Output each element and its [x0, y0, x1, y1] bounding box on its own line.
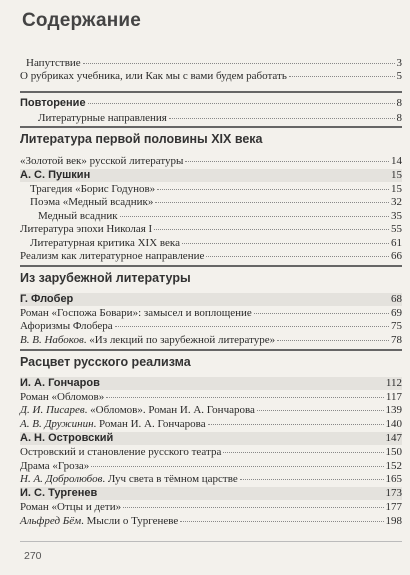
- toc-entry[interactable]: [20, 70, 402, 83]
- toc-entry[interactable]: [20, 57, 402, 70]
- toc-entry-page: 140: [385, 418, 402, 430]
- toc-entry-title: А. Н. Островский: [20, 432, 114, 444]
- dot-leader: [277, 340, 389, 341]
- toc-entry-title: В. В. Набоков. «Из лекций по зарубежной литературе»: [20, 334, 276, 346]
- toc-entry-page: 8: [396, 112, 402, 124]
- toc-entry-title: Поэма «Медный всадник»: [30, 196, 154, 208]
- toc-entry-page: 35: [391, 210, 402, 222]
- footer-divider: [20, 541, 402, 542]
- toc-entry-title: Н. А. Добролюбов. Луч света в тёмном царстве: [20, 473, 238, 485]
- toc-entry[interactable]: [20, 307, 402, 320]
- toc-entry[interactable]: [20, 432, 402, 445]
- dot-leader: [92, 175, 389, 176]
- toc-entry-page: 66: [391, 250, 402, 262]
- toc-entry-title: Реализм как литературное направление: [20, 250, 205, 262]
- toc-entry[interactable]: [20, 112, 402, 125]
- toc-entry-page: 32: [391, 196, 402, 208]
- toc-entry-title: Литература эпохи Николая I: [20, 223, 153, 235]
- toc-entry-title: И. С. Тургенев: [20, 487, 98, 499]
- section-divider: [20, 265, 402, 267]
- toc-entry[interactable]: [20, 250, 402, 263]
- dot-leader: [257, 410, 384, 411]
- dot-leader: [180, 521, 383, 522]
- section-divider: [20, 349, 402, 351]
- page-title: Содержание: [22, 10, 142, 31]
- dot-leader: [154, 229, 389, 230]
- section-heading: Из зарубежной литературы: [20, 271, 191, 285]
- toc-entry-page: 152: [385, 460, 402, 472]
- toc-entry-page: 177: [385, 501, 402, 513]
- dot-leader: [115, 326, 389, 327]
- dot-leader: [120, 216, 389, 217]
- toc-entry-page: 198: [385, 515, 402, 527]
- toc-entry-title: И. А. Гончаров: [20, 377, 100, 389]
- dot-leader: [289, 76, 395, 77]
- toc-entry-page: 55: [391, 223, 402, 235]
- toc-entry-page: 8: [396, 97, 402, 109]
- toc-entry-title: Медный всадник: [38, 210, 118, 222]
- toc-entry-page: 78: [391, 334, 402, 346]
- toc-entry-page: 173: [385, 487, 402, 499]
- toc-entry[interactable]: [20, 404, 402, 417]
- toc-entry[interactable]: [20, 293, 402, 306]
- dot-leader: [240, 479, 384, 480]
- toc-entry-page: 61: [391, 237, 402, 249]
- dot-leader: [75, 299, 389, 300]
- section-divider: [20, 91, 402, 93]
- toc-entry-title: А. С. Пушкин: [20, 169, 91, 181]
- toc-entry-page: 68: [391, 293, 402, 305]
- toc-entry-title: Альфред Бём. Мысли о Тургеневе: [20, 515, 179, 527]
- toc-entry-title: Г. Флобер: [20, 293, 74, 305]
- dot-leader: [155, 202, 389, 203]
- toc-entry[interactable]: [20, 237, 402, 250]
- toc-entry[interactable]: [20, 169, 402, 182]
- toc-entry[interactable]: [20, 446, 402, 459]
- toc-entry[interactable]: [20, 377, 402, 390]
- toc-entry[interactable]: [20, 460, 402, 473]
- toc-entry[interactable]: [20, 183, 402, 196]
- toc-entry[interactable]: [20, 473, 402, 486]
- toc-entry-page: 69: [391, 307, 402, 319]
- section-heading: Литература первой половины XIX века: [20, 132, 263, 146]
- toc-entry-page: 15: [391, 183, 402, 195]
- toc-entry-title: Островский и становление русского театра: [20, 446, 222, 458]
- dot-leader: [169, 118, 395, 119]
- toc-entry-page: 15: [391, 169, 402, 181]
- toc-entry[interactable]: [20, 320, 402, 333]
- toc-entry[interactable]: [20, 334, 402, 347]
- toc-entry-page: 5: [396, 70, 402, 82]
- toc-entry-title: Повторение: [20, 97, 86, 109]
- toc-entry-page: 147: [385, 432, 402, 444]
- toc-entry-title: Д. И. Писарев. «Обломов». Роман И. А. Гончарова: [20, 404, 255, 416]
- toc-entry[interactable]: [20, 155, 402, 168]
- toc-entry-title: Роман «Отцы и дети»: [20, 501, 122, 513]
- toc-entry[interactable]: [20, 487, 402, 500]
- page-number: 270: [24, 550, 42, 562]
- toc-entry-page: 117: [385, 391, 402, 403]
- toc-entry-page: 139: [385, 404, 402, 416]
- toc-entry-title: Напутствие: [26, 57, 81, 69]
- toc-entry-page: 150: [385, 446, 402, 458]
- dot-leader: [182, 243, 389, 244]
- dot-leader: [206, 256, 389, 257]
- toc-entry[interactable]: [20, 223, 402, 236]
- dot-leader: [102, 383, 384, 384]
- toc-entry-title: О рубриках учебника, или Как мы с вами будем работать: [20, 70, 287, 82]
- dot-leader: [208, 424, 384, 425]
- toc-entry-page: 75: [391, 320, 402, 332]
- toc-entry-title: Роман «Обломов»: [20, 391, 105, 403]
- toc-entry[interactable]: [20, 97, 402, 110]
- toc-entry-title: «Золотой век» русской литературы: [20, 155, 184, 167]
- section-heading: Расцвет русского реализма: [20, 355, 191, 369]
- toc-entry-title: Литературная критика XIX века: [30, 237, 180, 249]
- toc-entry-page: 3: [396, 57, 402, 69]
- dot-leader: [91, 466, 383, 467]
- toc-entry-page: 14: [391, 155, 402, 167]
- toc-entry-page: 112: [385, 377, 402, 389]
- toc-entry[interactable]: [20, 210, 402, 223]
- toc-entry[interactable]: [20, 501, 402, 514]
- dot-leader: [83, 63, 395, 64]
- dot-leader: [185, 161, 389, 162]
- dot-leader: [123, 507, 383, 508]
- toc-entry[interactable]: [20, 391, 402, 404]
- toc-entry[interactable]: [20, 418, 402, 431]
- toc-entry-page: 165: [385, 473, 402, 485]
- toc-entry-title: Литературные направления: [38, 112, 167, 124]
- section-divider: [20, 126, 402, 128]
- dot-leader: [99, 493, 383, 494]
- toc-entry-title: Афоризмы Флобера: [20, 320, 113, 332]
- dot-leader: [223, 452, 383, 453]
- toc-entry-title: Трагедия «Борис Годунов»: [30, 183, 156, 195]
- dot-leader: [157, 189, 389, 190]
- toc-entry-title: А. В. Дружинин. Роман И. А. Гончарова: [20, 418, 206, 430]
- toc-entry-title: Роман «Госпожа Бовари»: замысел и воплощение: [20, 307, 252, 319]
- dot-leader: [254, 313, 389, 314]
- dot-leader: [88, 103, 395, 104]
- toc-entry-title: Драма «Гроза»: [20, 460, 90, 472]
- toc-entry[interactable]: [20, 196, 402, 209]
- dot-leader: [115, 438, 383, 439]
- toc-entry[interactable]: [20, 515, 402, 528]
- dot-leader: [106, 397, 384, 398]
